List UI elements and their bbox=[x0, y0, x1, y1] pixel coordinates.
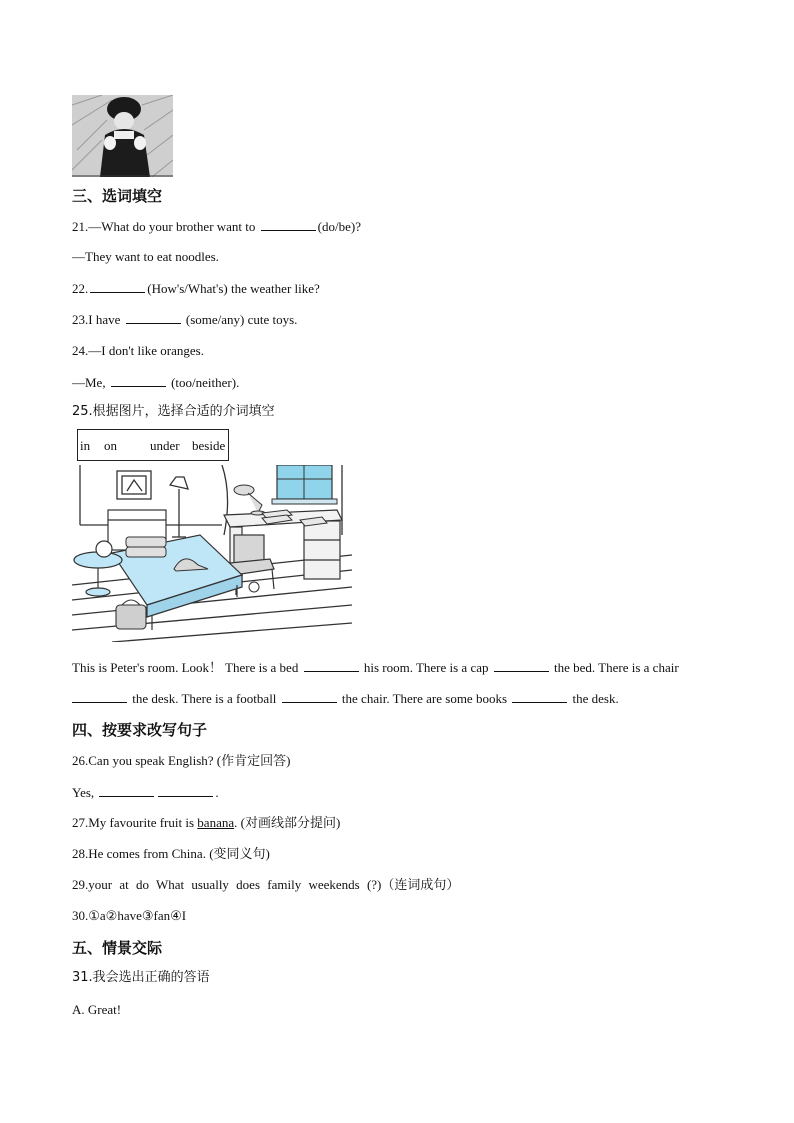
question-29: 29.your at do What usually does family weekends (?)（连词成句） bbox=[72, 877, 460, 892]
answer-blank[interactable] bbox=[494, 659, 549, 672]
word-in: in bbox=[80, 438, 91, 453]
question-30: 30.①a②have③fan④I bbox=[72, 908, 187, 923]
para1-text-2: his room. There is a cap bbox=[360, 660, 492, 675]
question-27 bbox=[72, 815, 340, 831]
q23-text: 23.I have bbox=[72, 312, 124, 327]
room-paragraph-line2 bbox=[72, 690, 619, 707]
answer-blank[interactable] bbox=[111, 374, 166, 387]
preposition-word-box bbox=[77, 429, 229, 461]
answer-blank[interactable] bbox=[304, 659, 359, 672]
para2-text-2: the chair. There are some books bbox=[338, 691, 511, 706]
q21a-text: 21.—What do your brother want to bbox=[72, 219, 259, 234]
q26-yes: Yes, bbox=[72, 785, 98, 800]
section5-heading: 五、情景交际 bbox=[72, 939, 163, 957]
q27-text: 27.My favourite fruit is bbox=[72, 815, 198, 830]
bedroom-illustration bbox=[72, 465, 352, 642]
question-26: 26.Can you speak English? (作肯定回答) bbox=[72, 753, 291, 768]
section3-heading: 三、选词填空 bbox=[72, 187, 163, 205]
answer-blank[interactable] bbox=[99, 784, 154, 797]
question-24b bbox=[72, 374, 239, 391]
answer-blank[interactable] bbox=[158, 784, 213, 797]
q27-underlined-word: banana bbox=[197, 815, 235, 830]
answer-blank[interactable] bbox=[282, 690, 337, 703]
q23-hint: (some/any) cute toys. bbox=[182, 312, 298, 327]
q27-hint: . (对画线部分提问) bbox=[234, 815, 341, 830]
para2-text-3: the desk. bbox=[569, 691, 619, 706]
q24b-text: —Me, bbox=[72, 375, 109, 390]
section4-heading: 四、按要求改写句子 bbox=[72, 721, 208, 739]
question-24a: 24.—I don't like oranges. bbox=[72, 343, 204, 358]
answer-blank[interactable] bbox=[90, 280, 145, 293]
word-on: on bbox=[104, 438, 117, 453]
question-28: 28.He comes from China. (变同义句) bbox=[72, 846, 270, 861]
q22-text: (How's/What's) the weather like? bbox=[147, 281, 320, 296]
period: . bbox=[215, 785, 219, 800]
question-23 bbox=[72, 311, 297, 328]
question-21a bbox=[72, 218, 361, 235]
question-31: 31.我会选出正确的答语 bbox=[72, 970, 210, 985]
para1-text-1: This is Peter's room. Look！ There is a bed bbox=[72, 660, 302, 675]
q22-number: 22. bbox=[72, 281, 89, 296]
question-21b: —They want to eat noodles. bbox=[72, 249, 219, 264]
q24b-hint: (too/neither). bbox=[167, 375, 240, 390]
word-under: under bbox=[150, 438, 180, 453]
para1-text-3: the bed. There is a chair bbox=[550, 660, 679, 675]
answer-blank[interactable] bbox=[126, 311, 181, 324]
question-25-title: 25.根据图片，选择合适的介词填空 bbox=[72, 404, 275, 419]
answer-blank[interactable] bbox=[72, 690, 127, 703]
word-beside: beside bbox=[192, 438, 226, 453]
question-26-answer bbox=[72, 784, 219, 801]
answer-blank[interactable] bbox=[512, 690, 567, 703]
option-a: A. Great! bbox=[72, 1002, 122, 1017]
question-22 bbox=[72, 280, 320, 297]
para2-text-1: the desk. There is a football bbox=[129, 691, 280, 706]
room-paragraph-line1 bbox=[72, 659, 679, 676]
person-in-coat-image bbox=[72, 95, 173, 177]
answer-blank[interactable] bbox=[261, 218, 316, 231]
q21a-hint: (do/be)? bbox=[317, 219, 361, 234]
